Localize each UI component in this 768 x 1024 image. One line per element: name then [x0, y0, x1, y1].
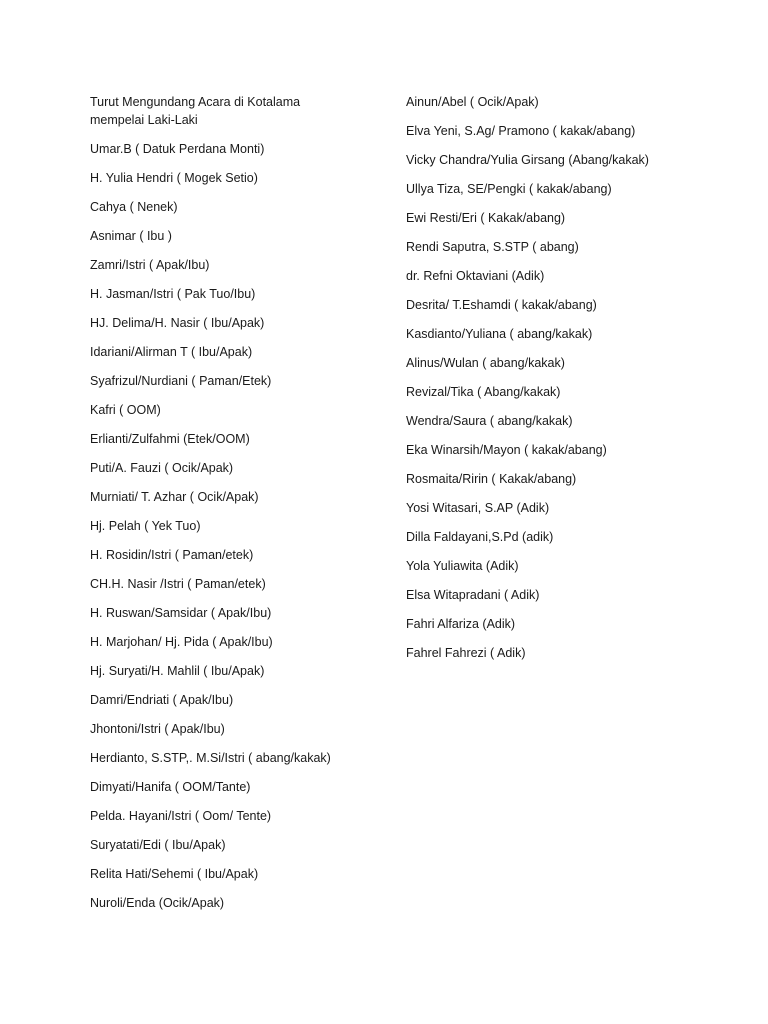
- guest-list-item: H. Rosidin/Istri ( Paman/etek): [90, 548, 254, 562]
- guest-list-item: Fahri Alfariza (Adik): [406, 617, 516, 631]
- guest-list-item: Damri/Endriati ( Apak/Ibu): [90, 693, 234, 707]
- guest-list-item: H. Marjohan/ Hj. Pida ( Apak/Ibu): [90, 635, 273, 649]
- guest-list-item: Alinus/Wulan ( abang/kakak): [406, 356, 565, 370]
- left-column: [90, 93, 390, 923]
- guest-list-item: Hj. Pelah ( Yek Tuo): [90, 519, 201, 533]
- guest-list-item: Ewi Resti/Eri ( Kakak/abang): [406, 211, 566, 225]
- guest-list-item: Jhontoni/Istri ( Apak/Ibu): [90, 722, 225, 736]
- guest-list-item: Cahya ( Nenek): [90, 200, 178, 214]
- guest-list-item: Puti/A. Fauzi ( Ocik/Apak): [90, 461, 234, 475]
- guest-list-item: Ullya Tiza, SE/Pengki ( kakak/abang): [406, 182, 612, 196]
- left-guest-list: [90, 140, 390, 923]
- guest-list-item: Suryatati/Edi ( Ibu/Apak): [90, 838, 226, 852]
- guest-list-item: Wendra/Saura ( abang/kakak): [406, 414, 573, 428]
- guest-list-item: Ainun/Abel ( Ocik/Apak): [406, 95, 539, 109]
- guest-list-item: Vicky Chandra/Yulia Girsang (Abang/kakak): [406, 153, 649, 167]
- guest-list-item: Herdianto, S.STP,. M.Si/Istri ( abang/kakak): [90, 751, 331, 765]
- guest-list-item: Pelda. Hayani/Istri ( Oom/ Tente): [90, 809, 272, 823]
- guest-list-item: Asnimar ( Ibu ): [90, 229, 172, 243]
- guest-list-item: Erlianti/Zulfahmi (Etek/OOM): [90, 432, 250, 446]
- guest-list-item: Dimyati/Hanifa ( OOM/Tante): [90, 780, 251, 794]
- guest-list-item: Revizal/Tika ( Abang/kakak): [406, 385, 561, 399]
- guest-list-item: Yosi Witasari, S.AP (Adik): [406, 501, 550, 515]
- guest-list-item: Kasdianto/Yuliana ( abang/kakak): [406, 327, 593, 341]
- guest-list-item: Rosmaita/Ririn ( Kakak/abang): [406, 472, 577, 486]
- guest-list-item: Yola Yuliawita (Adik): [406, 559, 519, 573]
- right-column: [406, 93, 736, 673]
- guest-list-item: Dilla Faldayani,S.Pd (adik): [406, 530, 554, 544]
- guest-list-item: CH.H. Nasir /Istri ( Paman/etek): [90, 577, 266, 591]
- guest-list-item: Murniati/ T. Azhar ( Ocik/Apak): [90, 490, 259, 504]
- guest-list-item: Syafrizul/Nurdiani ( Paman/Etek): [90, 374, 272, 388]
- guest-list-item: Zamri/Istri ( Apak/Ibu): [90, 258, 210, 272]
- guest-list-item: dr. Refni Oktaviani (Adik): [406, 269, 545, 283]
- guest-list-item: Elsa Witapradani ( Adik): [406, 588, 540, 602]
- guest-list-item: HJ. Delima/H. Nasir ( Ibu/Apak): [90, 316, 265, 330]
- title-line-1: Turut Mengundang Acara di Kotalama: [90, 95, 301, 109]
- right-guest-list: [406, 93, 736, 673]
- guest-list-item: Relita Hati/Sehemi ( Ibu/Apak): [90, 867, 259, 881]
- title-line-2: mempelai Laki-Laki: [90, 113, 198, 127]
- guest-list-item: H. Jasman/Istri ( Pak Tuo/Ibu): [90, 287, 256, 301]
- guest-list-item: Hj. Suryati/H. Mahlil ( Ibu/Apak): [90, 664, 265, 678]
- guest-list-item: Idariani/Alirman T ( Ibu/Apak): [90, 345, 253, 359]
- guest-list-item: H. Yulia Hendri ( Mogek Setio): [90, 171, 258, 185]
- document-title: [90, 93, 390, 129]
- guest-list-item: Elva Yeni, S.Ag/ Pramono ( kakak/abang): [406, 124, 636, 138]
- guest-list-item: Desrita/ T.Eshamdi ( kakak/abang): [406, 298, 597, 312]
- guest-list-item: Umar.B ( Datuk Perdana Monti): [90, 142, 265, 156]
- guest-list-item: Rendi Saputra, S.STP ( abang): [406, 240, 579, 254]
- guest-list-item: Nuroli/Enda (Ocik/Apak): [90, 896, 225, 910]
- guest-list-item: Fahrel Fahrezi ( Adik): [406, 646, 526, 660]
- guest-list-item: H. Ruswan/Samsidar ( Apak/Ibu): [90, 606, 272, 620]
- guest-list-item: Eka Winarsih/Mayon ( kakak/abang): [406, 443, 607, 457]
- guest-list-item: Kafri ( OOM): [90, 403, 161, 417]
